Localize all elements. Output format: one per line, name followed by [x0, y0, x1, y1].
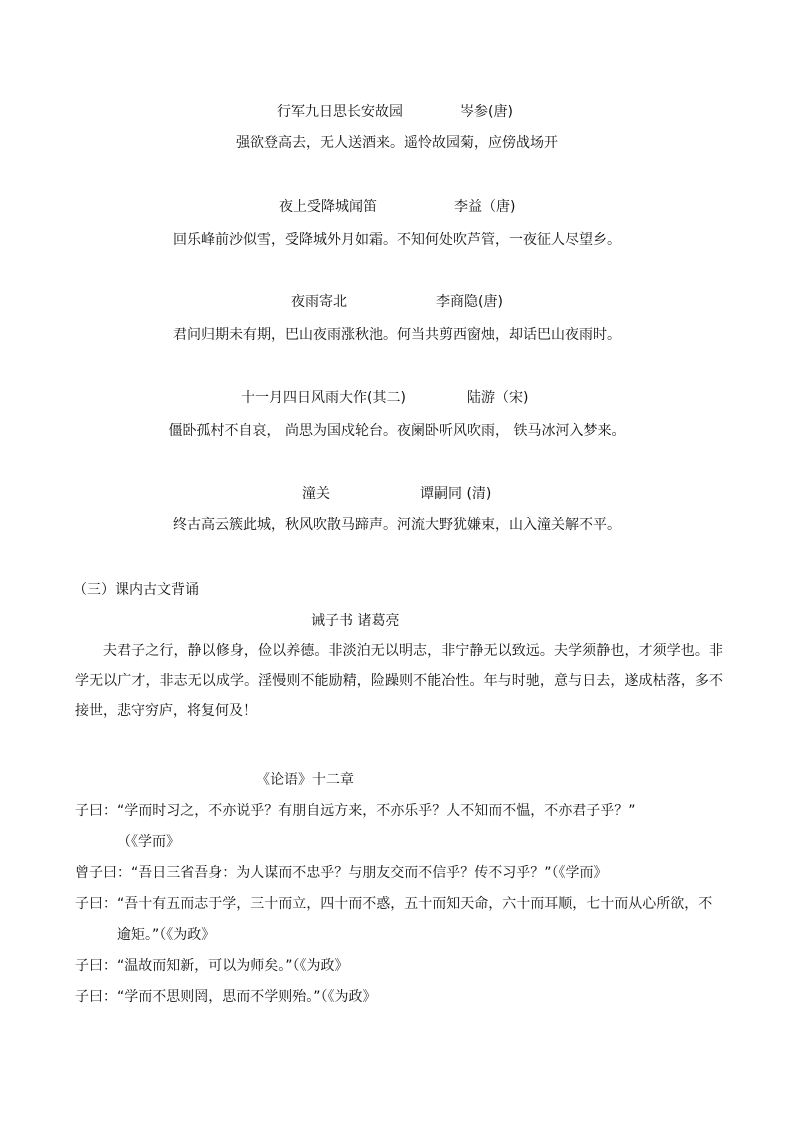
poem-author: 岑参(唐) — [460, 104, 513, 120]
poem-title: 十一月四日风雨大作(其二) — [241, 390, 406, 406]
poem-text: 回乐峰前沙似雪，受降城外月如霜。不知何处吹芦管，一夜征人尽望乡。 — [173, 232, 621, 248]
jiezi-title: 诫子书 诸葛亮 — [311, 613, 400, 629]
poem-text: 强欲登高去，无人送酒来。遥怜故园菊，应傍战场开 — [236, 135, 558, 151]
lunyu-item: 曾子曰：“吾日三省吾身：为人谋而不忠乎？与朋友交而不信乎？传不习乎？”（《学而》 — [75, 865, 608, 881]
lunyu-item: 子曰：“温故而知新，可以为师矣。”（《为政》 — [75, 958, 349, 974]
poem-text: 僵卧孤村不自哀， 尚思为国戍轮台。夜阑卧听风吹雨， 铁马冰河入梦来。 — [168, 423, 626, 439]
lunyu-item: 子曰：“学而时习之，不亦说乎？有朋自远方来，不亦乐乎？人不知而不愠，不亦君子乎？” （《学而》 — [75, 803, 706, 850]
poem-author: 陆游（宋) — [467, 390, 529, 406]
poem-text: 君问归期未有期，巴山夜雨涨秋池。何当共剪西窗烛，却话巴山夜雨时。 — [173, 327, 621, 343]
lunyu-item: 子曰：“吾十有五而志于学，三十而立，四十而不惑，五十而知天命，六十而耳顺，七十而从心所欲，不逾矩。”（《为政》 — [75, 896, 713, 943]
lunyu-item: 子曰：“学而不思则罔，思而不学则殆。”（《为政》 — [75, 989, 377, 1005]
lunyu-list — [75, 796, 725, 1013]
poem-author: 谭嗣同 (清) — [420, 486, 492, 502]
poem-author: 李商隐(唐) — [436, 294, 503, 310]
poem-title: 夜雨寄北 — [291, 294, 347, 310]
lunyu-title: 《论语》十二章 — [256, 772, 354, 788]
poem-title: 潼关 — [302, 486, 330, 502]
poem-title: 夜上受降城闻笛 — [279, 199, 377, 215]
section-heading: （三）课内古文背诵 — [73, 582, 199, 598]
poem-author: 李益（唐) — [454, 199, 516, 215]
poem-title: 行军九日思长安故园 — [277, 104, 403, 120]
poem-text: 终古高云簇此城，秋风吹散马蹄声。河流大野犹嫌束，山入潼关解不平。 — [173, 517, 621, 533]
jiezi-body: 夫君子之行，静以修身，俭以养德。非淡泊无以明志，非宁静无以致远。夫学须静也，才须学也。非学无以广才，非志无以成学。淫慢则不能励精，险躁则不能冶性。年与时驰，意与日去，遂成枯落，多不接世，悲守穷庐，将复何及！ — [75, 643, 723, 719]
